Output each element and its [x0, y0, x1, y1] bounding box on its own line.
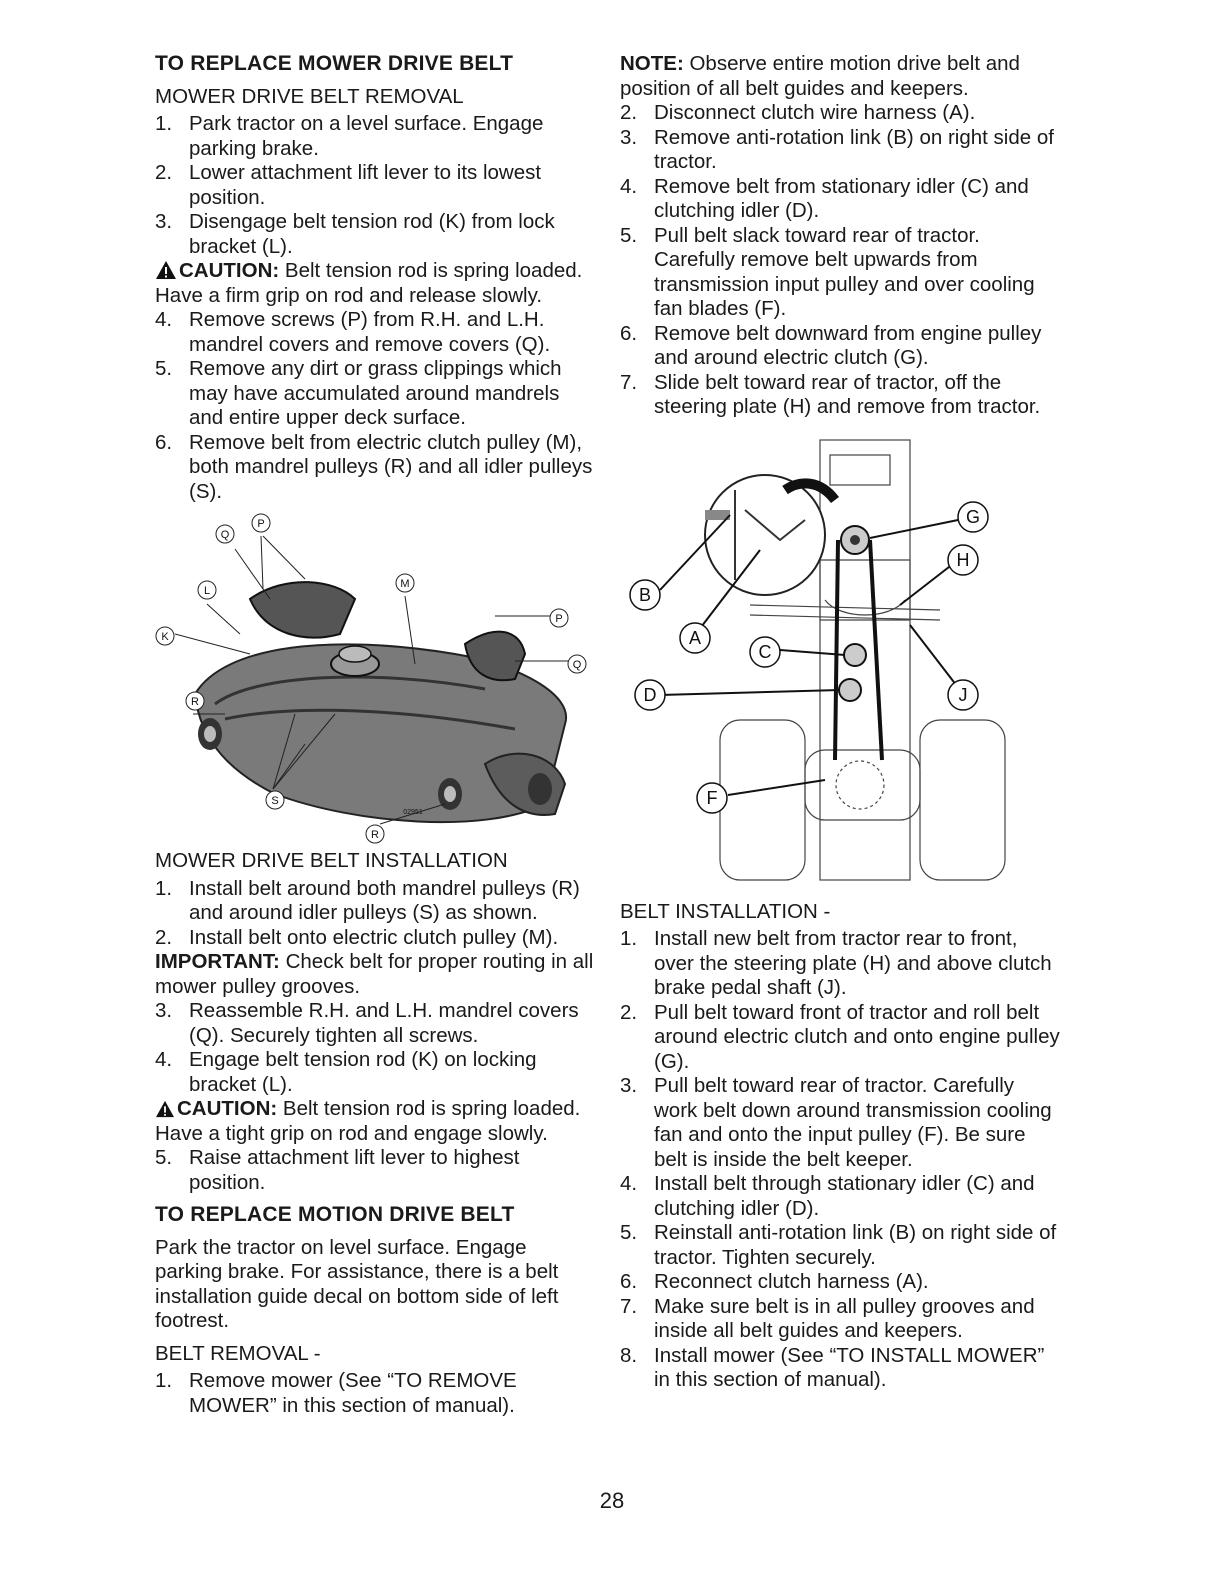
- callout-g: G: [965, 506, 981, 527]
- belt-removal-steps-list: [155, 1369, 595, 1418]
- list-item: 3. Remove anti-rotation link (B) on right side of tractor.: [620, 125, 1054, 173]
- mower-deck-illustration: [155, 504, 595, 849]
- callout-h: H: [956, 549, 970, 570]
- tractor-belt-illustration: [620, 420, 1060, 900]
- list-item: 7. Make sure belt is in all pulley grooves and inside all belt guides and keepers.: [620, 1294, 1035, 1342]
- motion-removal-steps-list: [620, 101, 1060, 420]
- install-subheading: MOWER DRIVE BELT INSTALLATION: [155, 849, 508, 872]
- warning-icon: [155, 1100, 175, 1118]
- list-item: 3. Disengage belt tension rod (K) from lock bracket (L).: [155, 210, 555, 258]
- removal-steps-list-2: [155, 308, 595, 504]
- belt-installation-steps-list: [620, 927, 1060, 1393]
- callout-f: F: [706, 787, 718, 808]
- motion-intro: Park the tractor on level surface. Engage parking brake. For assistance, there is a belt installation guide decal on bottom side of left footrest.: [155, 1235, 559, 1332]
- list-item: 1. Install belt around both mandrel pulleys (R) and around idler pulleys (S) as shown.: [155, 876, 580, 924]
- left-column: [155, 52, 595, 1418]
- list-item: 5. Remove any dirt or grass clippings which may have accumulated around mandrels and entire upper deck surface.: [155, 357, 562, 429]
- callout-d: D: [643, 684, 657, 705]
- callout-b: B: [638, 584, 652, 605]
- install-steps-list: [155, 877, 595, 951]
- list-item: 3. Pull belt toward rear of tractor. Carefully work belt down around transmission cooling fan and onto the input pulley (F). Be sure belt is inside the belt keeper.: [620, 1074, 1052, 1171]
- list-item: 3. Reassemble R.H. and L.H. mandrel covers (Q). Securely tighten all screws.: [155, 999, 579, 1047]
- list-item: 5. Reinstall anti-rotation link (B) on right side of tractor. Tighten securely.: [620, 1221, 1057, 1269]
- list-item: 6. Reconnect clutch harness (A).: [620, 1270, 929, 1293]
- belt-removal-subheading: BELT REMOVAL -: [155, 1341, 321, 1365]
- callout-m: M: [400, 578, 410, 590]
- heading-replace-mower-drive-belt: TO REPLACE MOWER DRIVE BELT: [155, 52, 514, 75]
- list-item: 2. Install belt onto electric clutch pulley (M).: [155, 925, 559, 949]
- callout-k: K: [161, 631, 169, 643]
- install-steps-list-3: [155, 1146, 595, 1195]
- note: NOTE: Observe entire motion drive belt and position of all belt guides and keepers.: [620, 52, 1020, 100]
- heading-replace-motion-drive-belt: TO REPLACE MOTION DRIVE BELT: [155, 1203, 515, 1226]
- list-item: 1. Install new belt from tractor rear to front, over the steering plate (H) and above clutch brake pedal shaft (J).: [620, 927, 1052, 999]
- callout-r2: R: [371, 829, 379, 841]
- warning-icon: [155, 260, 177, 280]
- callout-c: C: [758, 641, 772, 662]
- callout-j: J: [958, 684, 968, 705]
- list-item: 5. Raise attachment lift lever to highest position.: [155, 1146, 520, 1194]
- list-item: 2. Disconnect clutch wire harness (A).: [620, 101, 976, 124]
- caution-note-2: CAUTION: Belt tension rod is spring loaded. Have a tight grip on rod and engage slowly.: [155, 1097, 581, 1145]
- list-item: 1. Park tractor on a level surface. Engage parking brake.: [155, 112, 544, 160]
- callout-s: S: [271, 795, 279, 807]
- list-item: 7. Slide belt toward rear of tractor, off the steering plate (H) and remove from tractor.: [620, 370, 1041, 418]
- list-item: 2. Pull belt toward front of tractor and roll belt around electric clutch and onto engine pulley (G).: [620, 1000, 1060, 1073]
- callout-l: L: [203, 585, 211, 597]
- list-item: 8. Install mower (See “TO INSTALL MOWER” in this section of manual).: [620, 1343, 1045, 1391]
- callout-q: Q: [220, 529, 230, 541]
- list-item: 4. Install belt through stationary idler (C) and clutching idler (D).: [620, 1172, 1035, 1220]
- list-item: 4. Remove belt from stationary idler (C) and clutching idler (D).: [620, 174, 1029, 222]
- tractor-belt-figure: [620, 420, 1060, 900]
- install-steps-list-2: [155, 999, 595, 1097]
- removal-subheading: MOWER DRIVE BELT REMOVAL: [155, 84, 464, 108]
- list-item: 6. Remove belt from electric clutch pulley (M), both mandrel pulleys (R) and all idler pulleys (S).: [155, 430, 593, 503]
- list-item: 5. Pull belt slack toward rear of tractor. Carefully remove belt upwards from transmission input pulley and over cooling fan blades (F).: [620, 223, 1035, 320]
- list-item: 1. Remove mower (See “TO REMOVE MOWER” in this section of manual).: [155, 1369, 517, 1417]
- callout-r: R: [191, 696, 199, 708]
- callout-a: A: [688, 627, 702, 648]
- callout-p: P: [257, 518, 265, 530]
- figure-code: 02951: [403, 809, 423, 816]
- mower-deck-figure: [155, 504, 595, 849]
- list-item: 2. Lower attachment lift lever to its lowest position.: [155, 161, 542, 209]
- list-item: 4. Remove screws (P) from R.H. and L.H. mandrel covers and remove covers (Q).: [155, 308, 551, 356]
- caution-note: CAUTION: Belt tension rod is spring loaded. Have a firm grip on rod and release slowly.: [155, 259, 583, 307]
- callout-p2: P: [555, 613, 563, 625]
- removal-steps-list: [155, 112, 595, 259]
- important-note: IMPORTANT: Check belt for proper routing in all mower pulley grooves.: [155, 950, 594, 998]
- callout-q2: Q: [572, 659, 582, 671]
- list-item: 6. Remove belt downward from engine pulley and around electric clutch (G).: [620, 321, 1042, 369]
- belt-installation-subheading: BELT INSTALLATION -: [620, 899, 831, 923]
- list-item: 4. Engage belt tension rod (K) on locking bracket (L).: [155, 1048, 537, 1096]
- page-number: 28: [599, 1488, 625, 1513]
- right-column: [620, 52, 1060, 1393]
